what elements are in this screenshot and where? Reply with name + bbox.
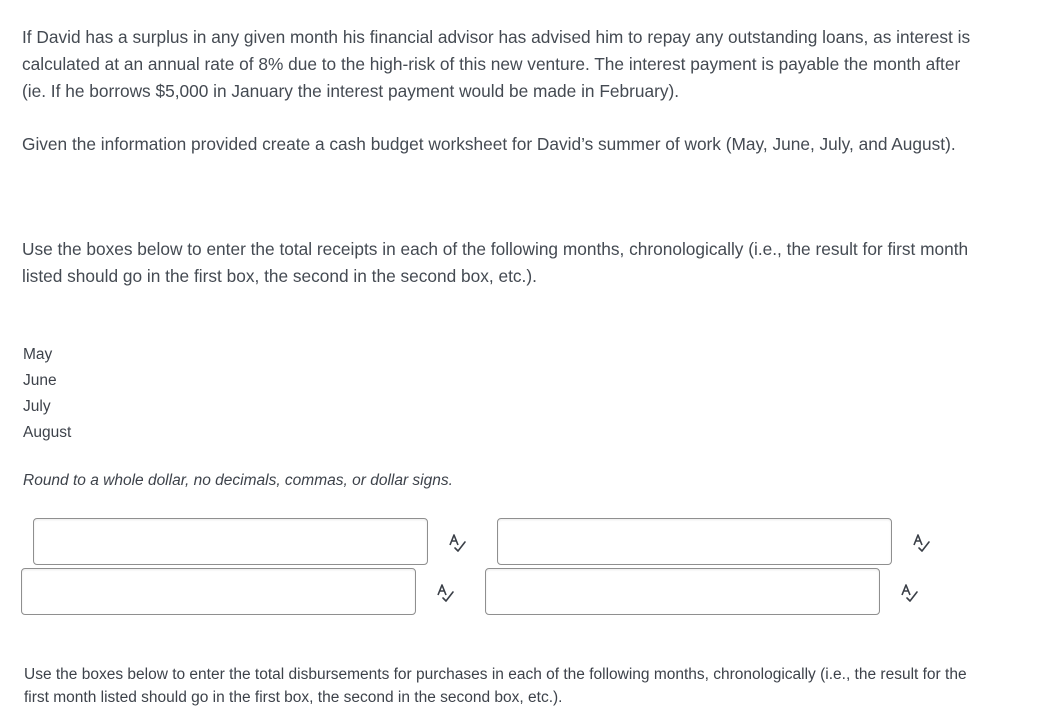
month-label: June xyxy=(23,372,57,389)
receipts-answer-input-1[interactable] xyxy=(33,518,428,565)
spell-check-icon[interactable] xyxy=(899,581,919,603)
receipts-answer-input-2[interactable] xyxy=(497,518,892,565)
month-label: May xyxy=(23,346,53,363)
spell-check-icon[interactable] xyxy=(911,531,931,553)
receipts-answer-input-4[interactable] xyxy=(485,568,880,615)
spell-check-icon[interactable] xyxy=(435,581,455,603)
receipts-instructions: Use the boxes below to enter the total receipts in each of the following months, chronologically (i.e., the result for first month listed should go in the first box, the second in the second box, etc.). xyxy=(22,239,969,286)
intro-paragraph: If David has a surplus in any given month his financial advisor has advised him to repay any outstanding loans, as interest is calculated at an annual rate of 8% due to the high-risk of this new venture. The interest payment is payable the month after (ie. If he borrows $5,000 in January the interest payment would be made in February). xyxy=(22,27,971,101)
receipts-answer-input-3[interactable] xyxy=(21,568,416,615)
rounding-note: Round to a whole dollar, no decimals, commas, or dollar signs. xyxy=(23,472,453,489)
disbursements-instructions: Use the boxes below to enter the total disbursements for purchases in each of the following months, chronologically (i.e., the result for the first month listed should go in the first box, the second in the second box, etc.). xyxy=(24,666,967,706)
month-label: July xyxy=(23,398,51,415)
task-paragraph: Given the information provided create a cash budget worksheet for David’s summer of work (May, June, July, and August). xyxy=(22,134,956,154)
month-list xyxy=(23,342,71,446)
month-label: August xyxy=(23,424,72,441)
spell-check-icon[interactable] xyxy=(447,531,467,553)
